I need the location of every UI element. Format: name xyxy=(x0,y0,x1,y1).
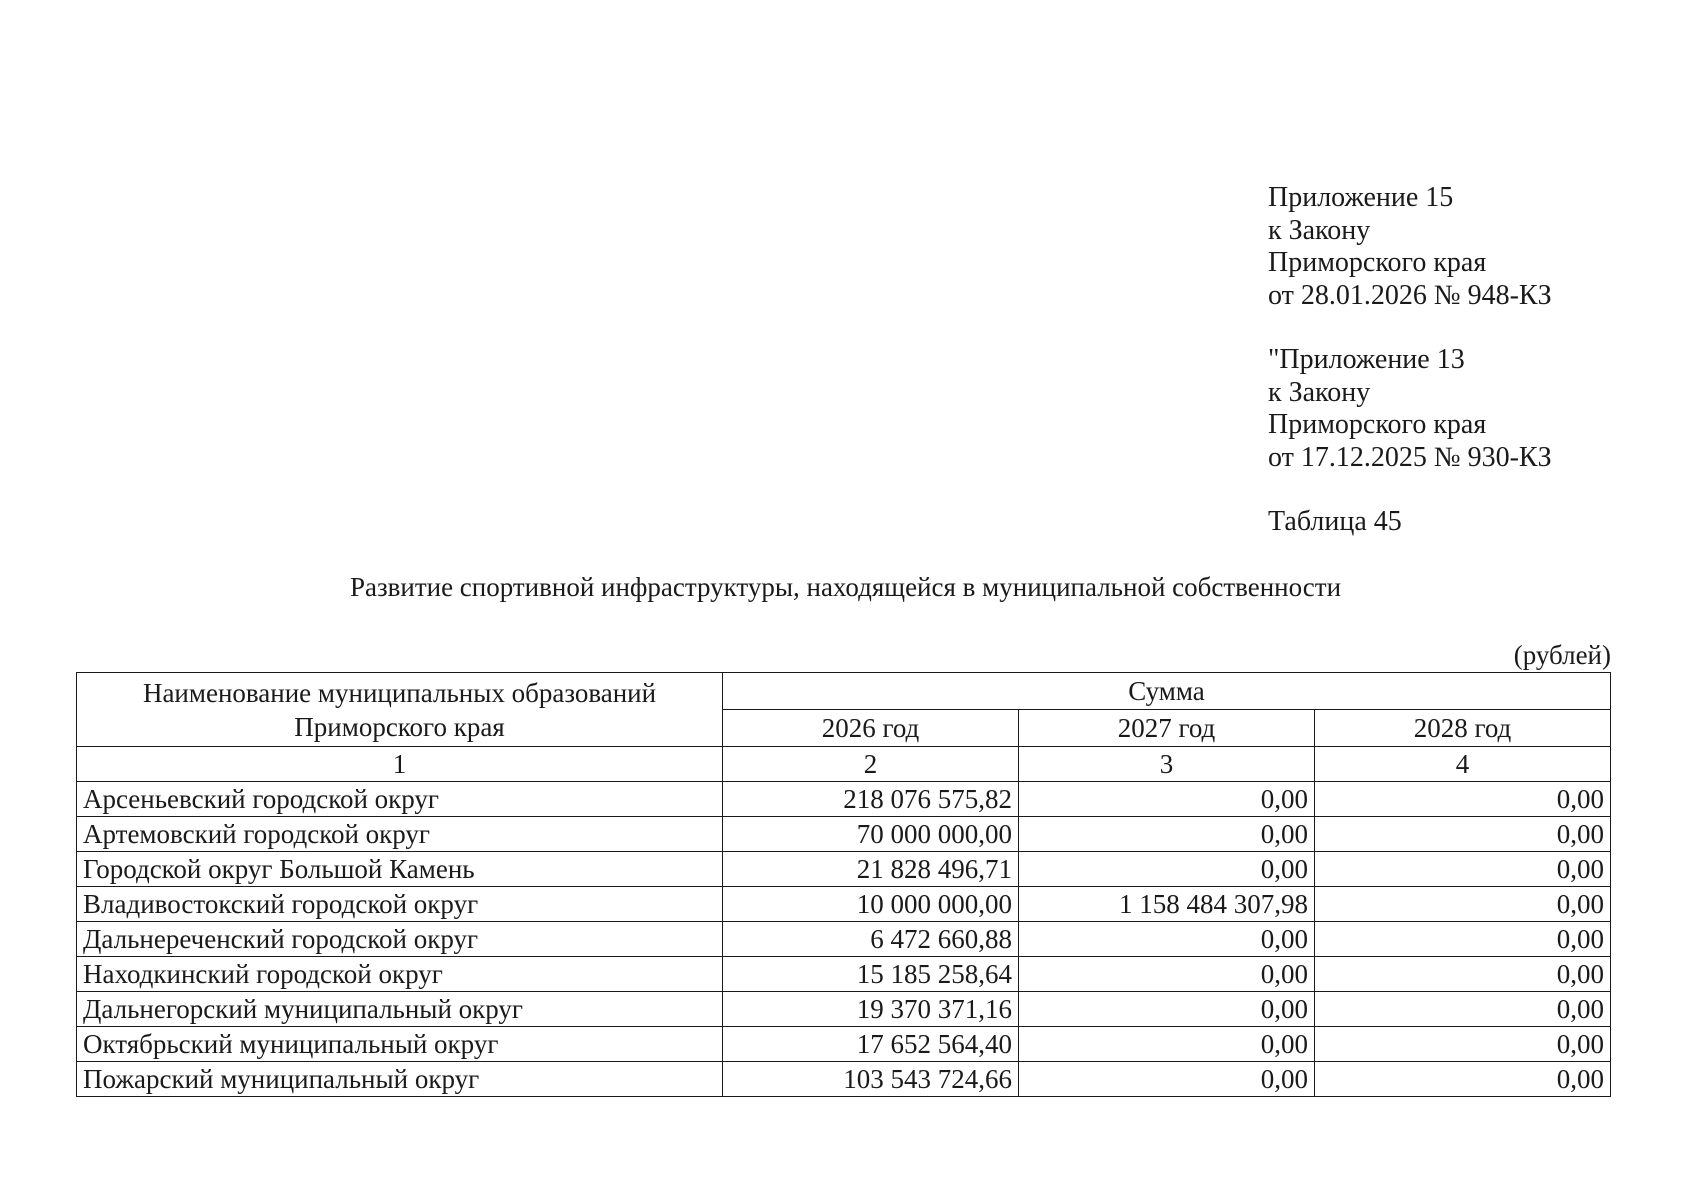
appendix-line: "Приложение 13 xyxy=(1268,344,1465,375)
amount-2027-cell: 1 158 484 307,98 xyxy=(1019,887,1315,922)
appendix-line: Приложение 15 xyxy=(1268,182,1454,213)
amount-2026-cell: 10 000 000,00 xyxy=(723,887,1019,922)
amount-2028-cell: 0,00 xyxy=(1315,782,1611,817)
municipality-cell: Октябрьский муниципальный округ xyxy=(77,1027,723,1062)
appendix-line: от 17.12.2025 № 930-КЗ xyxy=(1268,441,1552,473)
header-name-cell: Наименование муниципальных образований Приморского края xyxy=(77,673,723,747)
table-label: Таблица 45 xyxy=(1268,506,1402,537)
amount-2026-cell: 6 472 660,88 xyxy=(723,922,1019,957)
amount-2026-cell: 15 185 258,64 xyxy=(723,957,1019,992)
document-title: Развитие спортивной инфраструктуры, находящейся в муниципальной собственности xyxy=(349,572,1342,602)
spacer xyxy=(1268,474,1552,506)
column-number-cell: 3 xyxy=(1019,747,1315,782)
allocation-table xyxy=(76,672,1611,1097)
appendix-line: от 28.01.2026 № 948-КЗ xyxy=(1268,279,1552,311)
column-number-cell: 1 xyxy=(77,747,723,782)
table-row xyxy=(77,1062,1611,1097)
appendix-block xyxy=(1268,182,1552,539)
header-year-cell: 2026 год xyxy=(723,710,1019,747)
municipality-cell: Пожарский муниципальный округ xyxy=(77,1062,723,1097)
amount-2026-cell: 17 652 564,40 xyxy=(723,1027,1019,1062)
amount-2028-cell: 0,00 xyxy=(1315,817,1611,852)
amount-2026-cell: 103 543 724,66 xyxy=(723,1062,1019,1097)
column-number-row xyxy=(77,747,1611,782)
amount-2027-cell: 0,00 xyxy=(1019,1062,1315,1097)
municipality-cell: Городской округ Большой Камень xyxy=(77,852,723,887)
amount-2028-cell: 0,00 xyxy=(1315,887,1611,922)
amount-2028-cell: 0,00 xyxy=(1315,922,1611,957)
table-row xyxy=(77,922,1611,957)
amount-2028-cell: 0,00 xyxy=(1315,1062,1611,1097)
appendix-line: к Закону xyxy=(1268,376,1371,408)
amount-2027-cell: 0,00 xyxy=(1019,782,1315,817)
table-row xyxy=(77,887,1611,922)
header-row xyxy=(77,673,1611,710)
amount-2028-cell: 0,00 xyxy=(1315,852,1611,887)
municipality-cell: Находкинский городской округ xyxy=(77,957,723,992)
amount-2028-cell: 0,00 xyxy=(1315,1027,1611,1062)
amount-2027-cell: 0,00 xyxy=(1019,922,1315,957)
amount-2026-cell: 19 370 371,16 xyxy=(723,992,1019,1027)
municipality-cell: Дальнереченский городской округ xyxy=(77,922,723,957)
table-row xyxy=(77,1027,1611,1062)
table-row xyxy=(77,817,1611,852)
table-row xyxy=(77,957,1611,992)
table-row xyxy=(77,992,1611,1027)
amount-2026-cell: 218 076 575,82 xyxy=(723,782,1019,817)
header-year-cell: 2027 год xyxy=(1019,710,1315,747)
header-sum-cell: Сумма xyxy=(723,673,1611,710)
amount-2028-cell: 0,00 xyxy=(1315,992,1611,1027)
appendix-line: Приморского края xyxy=(1268,247,1487,278)
amount-2026-cell: 70 000 000,00 xyxy=(723,817,1019,852)
amount-2027-cell: 0,00 xyxy=(1019,957,1315,992)
amount-2028-cell: 0,00 xyxy=(1315,957,1611,992)
municipality-cell: Дальнегорский муниципальный округ xyxy=(77,992,723,1027)
municipality-cell: Владивостокский городской округ xyxy=(77,887,723,922)
amount-2027-cell: 0,00 xyxy=(1019,817,1315,852)
column-number-cell: 4 xyxy=(1315,747,1611,782)
amount-2027-cell: 0,00 xyxy=(1019,1027,1315,1062)
table-row xyxy=(77,852,1611,887)
municipality-cell: Арсеньевский городской округ xyxy=(77,782,723,817)
amount-2027-cell: 0,00 xyxy=(1019,992,1315,1027)
table-row xyxy=(77,782,1611,817)
amount-2027-cell: 0,00 xyxy=(1019,852,1315,887)
spacer xyxy=(1268,312,1552,344)
appendix-line: Приморского края xyxy=(1268,409,1487,440)
column-number-cell: 2 xyxy=(723,747,1019,782)
units-label: (рублей) xyxy=(1513,640,1611,670)
amount-2026-cell: 21 828 496,71 xyxy=(723,852,1019,887)
header-year-cell: 2028 год xyxy=(1315,710,1611,747)
appendix-line: к Закону xyxy=(1268,214,1371,246)
municipality-cell: Артемовский городской округ xyxy=(77,817,723,852)
